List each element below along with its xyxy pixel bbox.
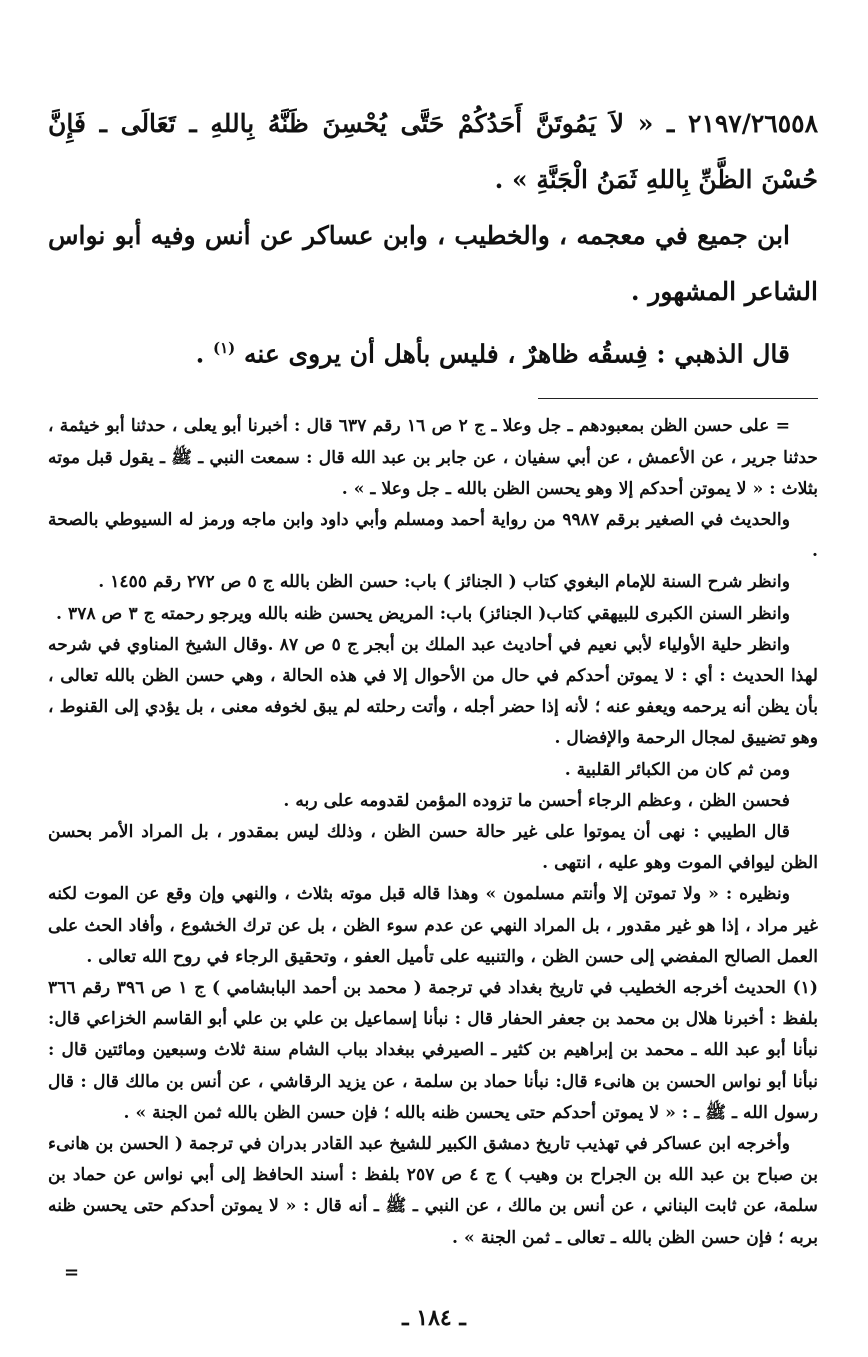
- footnote-paragraph: قال الطيبي : نهى أن يموتوا على غير حالة حسن الظن ، وذلك ليس بمقدور ، بل المراد الأمر بحسن الظن ليوافي الموت وهو عليه ، انتهى .: [48, 821, 818, 874]
- footnote-separator: [538, 398, 818, 399]
- footnote-paragraph: ونظيره : « ولا تموتن إلا وأنتم مسلمون » وهذا قاله قبل موته بثلاث ، والنهي وإن وقع عن الموت لكنه غير مراد ، إذا هو غير مقدور ، بل المراد النهي عن عدم سوء الظن ، بل عن ترك الخشوع ، وأفاد الحث على العمل الصالح المفضي إلى حسن الظن ، والتنبيه على تأميل العفو ، وتحقيق الرجاء في روح الله تعالى .: [48, 884, 818, 967]
- footnote-paragraph: = على حسن الظن بمعبودهم ـ جل وعلا ـ ج ٢ ص ١٦ رقم ٦٣٧ قال : أخبرنا أبو يعلى ، حدثنا أبو خيثمة ، حدثنا جرير ، عن الأعمش ، عن أبي سفيان ، عن جابر بن عبد الله قال : سمعت النبي ـ ﷺ ـ يقول قبل موته بثلاث : « لا يموتن أحدكم إلا وهو يحسن الظن بالله ـ جل وعلا ـ » .: [48, 416, 818, 499]
- dhahabi-end: .: [195, 339, 213, 369]
- dhahabi-comment: [48, 320, 818, 382]
- footnotes: [48, 411, 818, 1253]
- dhahabi-text: قال الذهبي : فِسقُه ظاهرٌ ، فليس بأهل أن يروى عنه: [243, 339, 790, 369]
- page-number: ـ ١٨٤ ـ: [402, 1305, 466, 1331]
- footnote-paragraph: وانظر شرح السنة للإمام البغوي كتاب ( الجنائز ) باب: حسن الظن بالله ج ٥ ص ٢٧٢ رقم ١٤٥٥ .: [98, 572, 790, 593]
- hadith-entry: ٢١٩٧/٢٦٥٥٨ ـ « لاَ يَمُوتَنَّ أَحَدُكُمْ حَتَّى يُحْسِنَ ظَنَّهُ بِاللهِ ـ تَعَالَى ـ فَإِنَّ حُسْنَ الظَّنِّ بِاللهِ ثَمَنُ الْجَنَّةِ » .: [48, 109, 818, 194]
- footnote-paragraph: وانظر السنن الكبرى للبيهقي كتاب( الجنائز) باب: المريض يحسن ظنه بالله ويرجو رحمته ج ٣ ص ٣٧٨ .: [56, 603, 790, 624]
- footnote-paragraph: (١) الحديث أخرجه الخطيب في تاريخ بغداد في ترجمة ( محمد بن أحمد البابشامي ) ج ١ ص ٣٩٦ رقم ٣٦٦ بلفظ : أخبرنا هلال بن محمد بن جعفر الحفار قال : نبأنا إسماعيل بن علي بن علي أبو القاسم الخزاعي قال: نبأنا أبو عبد الله ـ محمد بن إبراهيم بن كثير ـ الصيرفي ببغداد بباب الشام سنة ثلاث وسبعين ومائتين قال : نبأنا أبو نواس الحسن بن هانىء قال: نبأنا حماد بن سلمة ، عن يزيد الرقاشي ، عن أنس بن مالك قال : قال رسول الله ـ ﷺ ـ : « لا يموتن أحدكم حتى يحسن ظنه بالله ؛ فإن حسن الظن بالله ثمن الجنة » .: [48, 977, 818, 1123]
- footnote-paragraph: ومن ثم كان من الكبائر القلبية .: [564, 759, 790, 780]
- footnote-reference: (١): [212, 339, 236, 357]
- footnote-paragraph: فحسن الظن ، وعظم الرجاء أحسن ما تزوده المؤمن لقدومه على ربه .: [283, 790, 790, 811]
- takhrij-line: ابن جميع في معجمه ، والخطيب ، وابن عساكر عن أنس وفيه أبو نواس الشاعر المشهور .: [48, 221, 818, 306]
- footnote-paragraph: والحديث في الصغير برقم ٩٩٨٧ من رواية أحمد ومسلم وأبي داود وابن ماجه ورمز له السيوطي بالصحة .: [48, 509, 818, 562]
- footnote-paragraph: وانظر حلية الأولياء لأبي نعيم في أحاديث عبد الملك بن أبجر ج ٥ ص ٨٧ .وقال الشيخ المناوي في شرحه لهذا الحديث : أي : لا يموتن أحدكم في حال من الأحوال إلا في هذه الحالة ، وهي حسن الظن بالله تعالى ، بأن يظن أنه يرحمه ويعفو عنه ؛ لأنه إذا حضر أجله ، وأتت رحلته لم يبق لخوفه معنى ، بل يؤدي إلى القنوط ، وهو تضييق لمجال الرحمة والإفضال .: [48, 634, 818, 749]
- continuation-mark: =: [64, 1262, 80, 1283]
- main-text: [48, 96, 818, 382]
- footnote-paragraph: وأخرجه ابن عساكر في تهذيب تاريخ دمشق الكبير للشيخ عبد القادر بدران في ترجمة ( الحسن بن هانىء بن صباح بن عبد الله بن الجراح بن وهيب ) ج ٤ ص ٢٥٧ بلفظ : أسند الحافظ إلى أبي نواس عن حماد بن سلمة، عن ثابت البناني ، عن أنس بن مالك ، عن النبي ـ ﷺ ـ أنه قال : « لا يموتن أحدكم حتى يحسن ظنه بربه ؛ فإن حسن الظن بالله ـ تعالى ـ ثمن الجنة » .: [48, 1134, 818, 1248]
